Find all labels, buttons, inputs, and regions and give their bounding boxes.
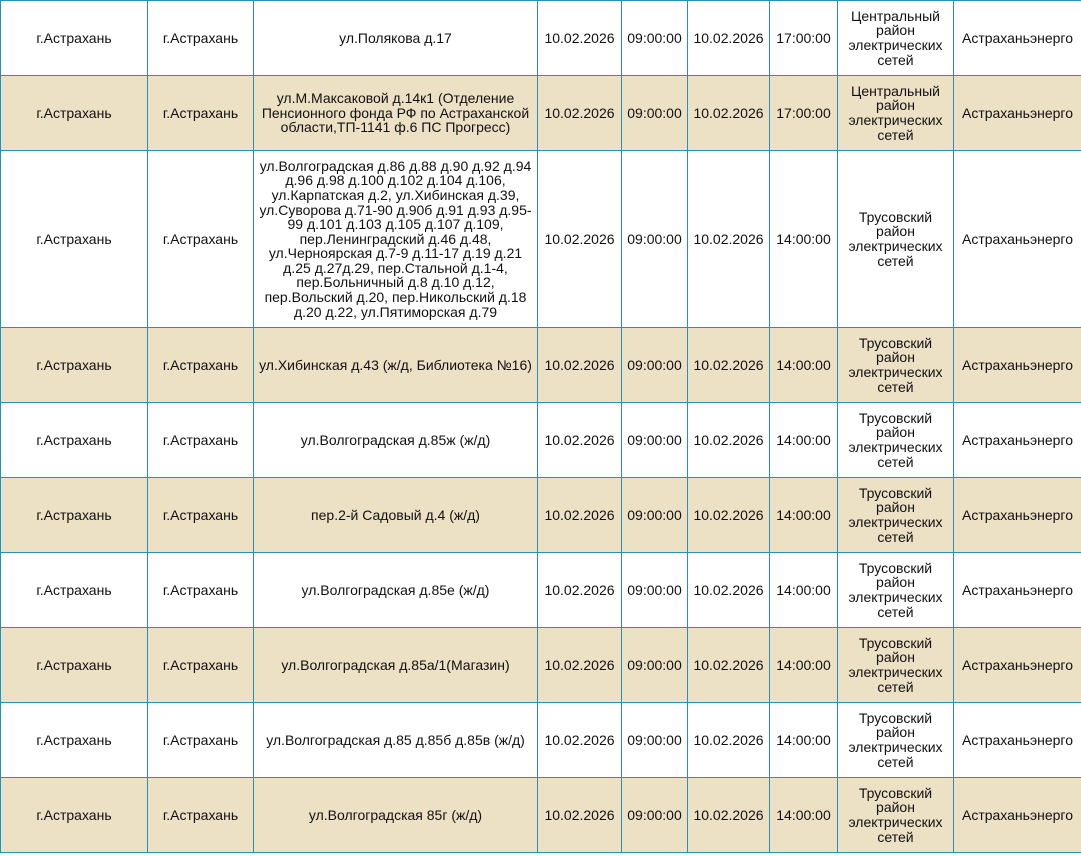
grid-district-cell: Центральный район электрических сетей xyxy=(838,1,954,76)
end-date-cell: 10.02.2026 xyxy=(688,478,770,553)
company-cell: Астраханьэнерго xyxy=(954,703,1081,778)
end-date-cell: 10.02.2026 xyxy=(688,403,770,478)
table-row xyxy=(1,553,1081,628)
end-time-cell: 17:00:00 xyxy=(770,1,838,76)
region-cell: г.Астрахань xyxy=(1,553,148,628)
table-row xyxy=(1,76,1081,151)
start-time-cell: 09:00:00 xyxy=(622,553,688,628)
start-date-cell: 10.02.2026 xyxy=(538,403,622,478)
company-cell: Астраханьэнерго xyxy=(954,1,1081,76)
start-time-cell: 09:00:00 xyxy=(622,478,688,553)
city-cell: г.Астрахань xyxy=(148,403,254,478)
city-cell: г.Астрахань xyxy=(148,703,254,778)
grid-district-cell: Трусовский район электрических сетей xyxy=(838,628,954,703)
city-cell: г.Астрахань xyxy=(148,151,254,328)
start-time-cell: 09:00:00 xyxy=(622,151,688,328)
start-time-cell: 09:00:00 xyxy=(622,76,688,151)
table-row xyxy=(1,703,1081,778)
region-cell: г.Астрахань xyxy=(1,328,148,403)
start-time-cell: 09:00:00 xyxy=(622,778,688,853)
region-cell: г.Астрахань xyxy=(1,76,148,151)
end-date-cell: 10.02.2026 xyxy=(688,328,770,403)
address-cell: ул.Волгоградская д.85е (ж/д) xyxy=(254,553,538,628)
address-cell: пер.2-й Садовый д.4 (ж/д) xyxy=(254,478,538,553)
table-row xyxy=(1,151,1081,328)
end-date-cell: 10.02.2026 xyxy=(688,553,770,628)
grid-district-cell: Центральный район электрических сетей xyxy=(838,76,954,151)
end-date-cell: 10.02.2026 xyxy=(688,778,770,853)
grid-district-cell: Трусовский район электрических сетей xyxy=(838,778,954,853)
region-cell: г.Астрахань xyxy=(1,151,148,328)
table-row xyxy=(1,478,1081,553)
table-row xyxy=(1,1,1081,76)
table-row xyxy=(1,628,1081,703)
start-time-cell: 09:00:00 xyxy=(622,403,688,478)
start-time-cell: 09:00:00 xyxy=(622,628,688,703)
address-cell: ул.М.Максаковой д.14к1 (Отделение Пенсионного фонда РФ по Астраханской области,ТП-1141 ф.6 ПС Прогресс) xyxy=(254,76,538,151)
start-date-cell: 10.02.2026 xyxy=(538,628,622,703)
company-cell: Астраханьэнерго xyxy=(954,553,1081,628)
end-time-cell: 17:00:00 xyxy=(770,76,838,151)
end-date-cell: 10.02.2026 xyxy=(688,703,770,778)
start-date-cell: 10.02.2026 xyxy=(538,778,622,853)
city-cell: г.Астрахань xyxy=(148,778,254,853)
company-cell: Астраханьэнерго xyxy=(954,478,1081,553)
start-time-cell: 09:00:00 xyxy=(622,703,688,778)
end-date-cell: 10.02.2026 xyxy=(688,151,770,328)
address-cell: ул.Волгоградская д.86 д.88 д.90 д.92 д.94 д.96 д.98 д.100 д.102 д.104 д.106, ул.Карпатская д.2, ул.Хибинская д.39, ул.Суворова д.71-90 д.90б д.91 д.93 д.95-99 д.101 д.103 д.105 д.107 д.109, пер.Ленинградский д.46 д.48, ул.Черноярская д.7-9 д.11-17 д.19 д.21 д.25 д.27д.29, пер.Стальной д.1-4, пер.Больничный д.8 д.10 д.12, пер.Вольский д.20, пер.Никольский д.18 д.20 д.22, ул.Пятиморская д.79 xyxy=(254,151,538,328)
end-time-cell: 14:00:00 xyxy=(770,403,838,478)
table-row xyxy=(1,403,1081,478)
address-cell: ул.Волгоградская д.85ж (ж/д) xyxy=(254,403,538,478)
start-date-cell: 10.02.2026 xyxy=(538,553,622,628)
city-cell: г.Астрахань xyxy=(148,76,254,151)
start-time-cell: 09:00:00 xyxy=(622,1,688,76)
table-row xyxy=(1,328,1081,403)
start-date-cell: 10.02.2026 xyxy=(538,703,622,778)
city-cell: г.Астрахань xyxy=(148,478,254,553)
address-cell: ул.Волгоградская д.85а/1(Магазин) xyxy=(254,628,538,703)
start-date-cell: 10.02.2026 xyxy=(538,76,622,151)
city-cell: г.Астрахань xyxy=(148,1,254,76)
grid-district-cell: Трусовский район электрических сетей xyxy=(838,151,954,328)
city-cell: г.Астрахань xyxy=(148,328,254,403)
region-cell: г.Астрахань xyxy=(1,703,148,778)
company-cell: Астраханьэнерго xyxy=(954,778,1081,853)
table-row xyxy=(1,778,1081,853)
address-cell: ул.Полякова д.17 xyxy=(254,1,538,76)
company-cell: Астраханьэнерго xyxy=(954,76,1081,151)
end-time-cell: 14:00:00 xyxy=(770,553,838,628)
end-time-cell: 14:00:00 xyxy=(770,478,838,553)
grid-district-cell: Трусовский район электрических сетей xyxy=(838,403,954,478)
region-cell: г.Астрахань xyxy=(1,1,148,76)
region-cell: г.Астрахань xyxy=(1,778,148,853)
address-cell: ул.Волгоградская д.85 д.85б д.85в (ж/д) xyxy=(254,703,538,778)
city-cell: г.Астрахань xyxy=(148,628,254,703)
end-date-cell: 10.02.2026 xyxy=(688,1,770,76)
end-date-cell: 10.02.2026 xyxy=(688,628,770,703)
end-date-cell: 10.02.2026 xyxy=(688,76,770,151)
start-date-cell: 10.02.2026 xyxy=(538,151,622,328)
end-time-cell: 14:00:00 xyxy=(770,328,838,403)
end-time-cell: 14:00:00 xyxy=(770,628,838,703)
start-date-cell: 10.02.2026 xyxy=(538,1,622,76)
start-date-cell: 10.02.2026 xyxy=(538,328,622,403)
grid-district-cell: Трусовский район электрических сетей xyxy=(838,328,954,403)
region-cell: г.Астрахань xyxy=(1,628,148,703)
start-date-cell: 10.02.2026 xyxy=(538,478,622,553)
start-time-cell: 09:00:00 xyxy=(622,328,688,403)
end-time-cell: 14:00:00 xyxy=(770,703,838,778)
grid-district-cell: Трусовский район электрических сетей xyxy=(838,478,954,553)
grid-district-cell: Трусовский район электрических сетей xyxy=(838,553,954,628)
end-time-cell: 14:00:00 xyxy=(770,778,838,853)
address-cell: ул.Волгоградская 85г (ж/д) xyxy=(254,778,538,853)
company-cell: Астраханьэнерго xyxy=(954,328,1081,403)
company-cell: Астраханьэнерго xyxy=(954,628,1081,703)
grid-district-cell: Трусовский район электрических сетей xyxy=(838,703,954,778)
region-cell: г.Астрахань xyxy=(1,478,148,553)
end-time-cell: 14:00:00 xyxy=(770,151,838,328)
company-cell: Астраханьэнерго xyxy=(954,403,1081,478)
company-cell: Астраханьэнерго xyxy=(954,151,1081,328)
city-cell: г.Астрахань xyxy=(148,553,254,628)
region-cell: г.Астрахань xyxy=(1,403,148,478)
address-cell: ул.Хибинская д.43 (ж/д, Библиотека №16) xyxy=(254,328,538,403)
